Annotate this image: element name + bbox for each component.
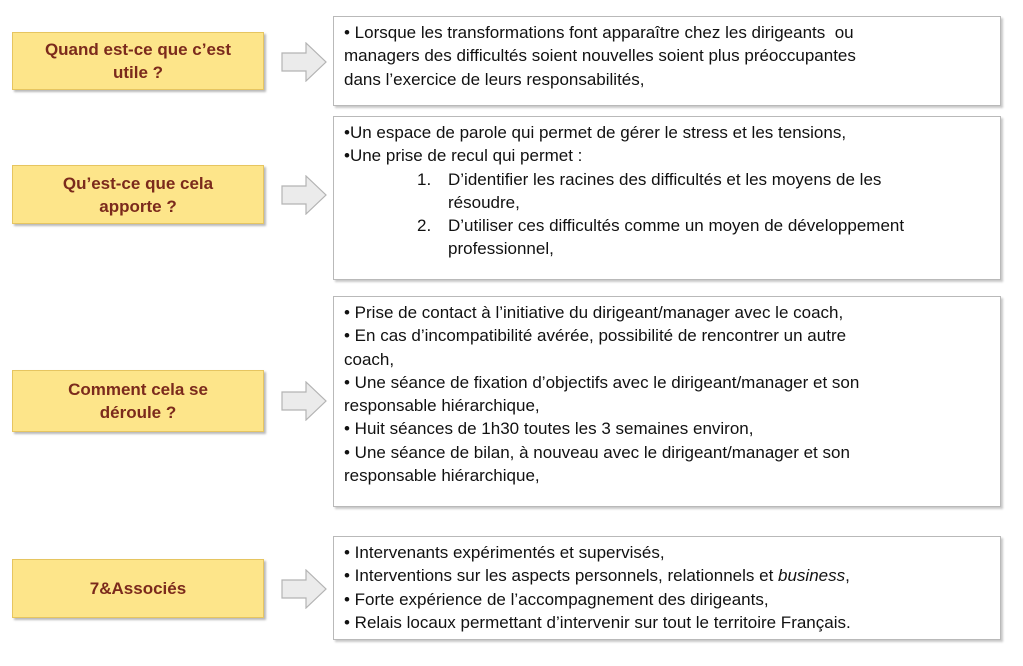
item-number: 1. [417, 169, 432, 189]
numbered-item [344, 214, 990, 261]
bullet-item: •Une prise de recul qui permet : [344, 146, 583, 166]
text-line: responsable hiérarchique, [344, 466, 540, 486]
label-when-useful: Quand est-ce que c’est utile ? [12, 32, 264, 90]
content-what-it-brings [333, 116, 1001, 280]
text-segment: • Interventions sur les aspects personnels, relationnels et [344, 566, 779, 586]
text-segment-italic: business [778, 566, 846, 586]
arrow-right-icon [280, 175, 328, 215]
text-line: • Prise de contact à l’initiative du dirigeant/manager avec le coach, [344, 303, 844, 322]
text-line: • Une séance de fixation d’objectifs avec le dirigeant/manager et son [344, 372, 860, 392]
text-line: • Forte expérience de l’accompagnement des dirigeants, [344, 589, 769, 609]
label-7-associes: 7&Associés [12, 559, 264, 618]
text-line-business [344, 564, 990, 587]
bullet-item: •Un espace de parole qui permet de gérer le stress et les tensions, [344, 123, 847, 142]
text-line: • En cas d’incompatibilité avérée, possibilité de rencontrer un autre [344, 326, 847, 346]
text-segment: , [845, 566, 850, 586]
item-number: 2. [417, 216, 432, 236]
content-when-useful [333, 16, 1001, 106]
text-line: responsable hiérarchique, [344, 396, 540, 416]
text-line: dans l’exercice de leurs responsabilités, [344, 69, 645, 89]
text-line: • Lorsque les transformations font apparaître chez les dirigeants ou [344, 23, 854, 42]
label-how-it-works: Comment cela se déroule ? [12, 370, 264, 432]
numbered-item [344, 168, 990, 215]
text-line: • Huit séances de 1h30 toutes les 3 semaines environ, [344, 419, 754, 439]
text-line: • Relais locaux permettant d’intervenir sur tout le territoire Français. [344, 612, 851, 632]
arrow-right-icon [280, 381, 328, 421]
text-line: résoudre, [448, 192, 520, 212]
arrow-right-icon [280, 569, 328, 609]
text-line: professionnel, [448, 239, 554, 259]
text-line: • Une séance de bilan, à nouveau avec le dirigeant/manager et son [344, 442, 850, 462]
arrow-right-icon [280, 42, 328, 82]
text-line: • Intervenants expérimentés et supervisés, [344, 543, 665, 562]
content-7-associes [333, 536, 1001, 640]
label-what-it-brings: Qu’est-ce que cela apporte ? [12, 165, 264, 224]
content-how-it-works [333, 296, 1001, 507]
text-line: D’identifier les racines des difficultés et les moyens de les [448, 169, 882, 189]
text-line: coach, [344, 349, 395, 369]
text-line: managers des difficultés soient nouvelles soient plus préoccupantes [344, 46, 856, 66]
text-line: D’utiliser ces difficultés comme un moyen de développement [448, 216, 905, 236]
